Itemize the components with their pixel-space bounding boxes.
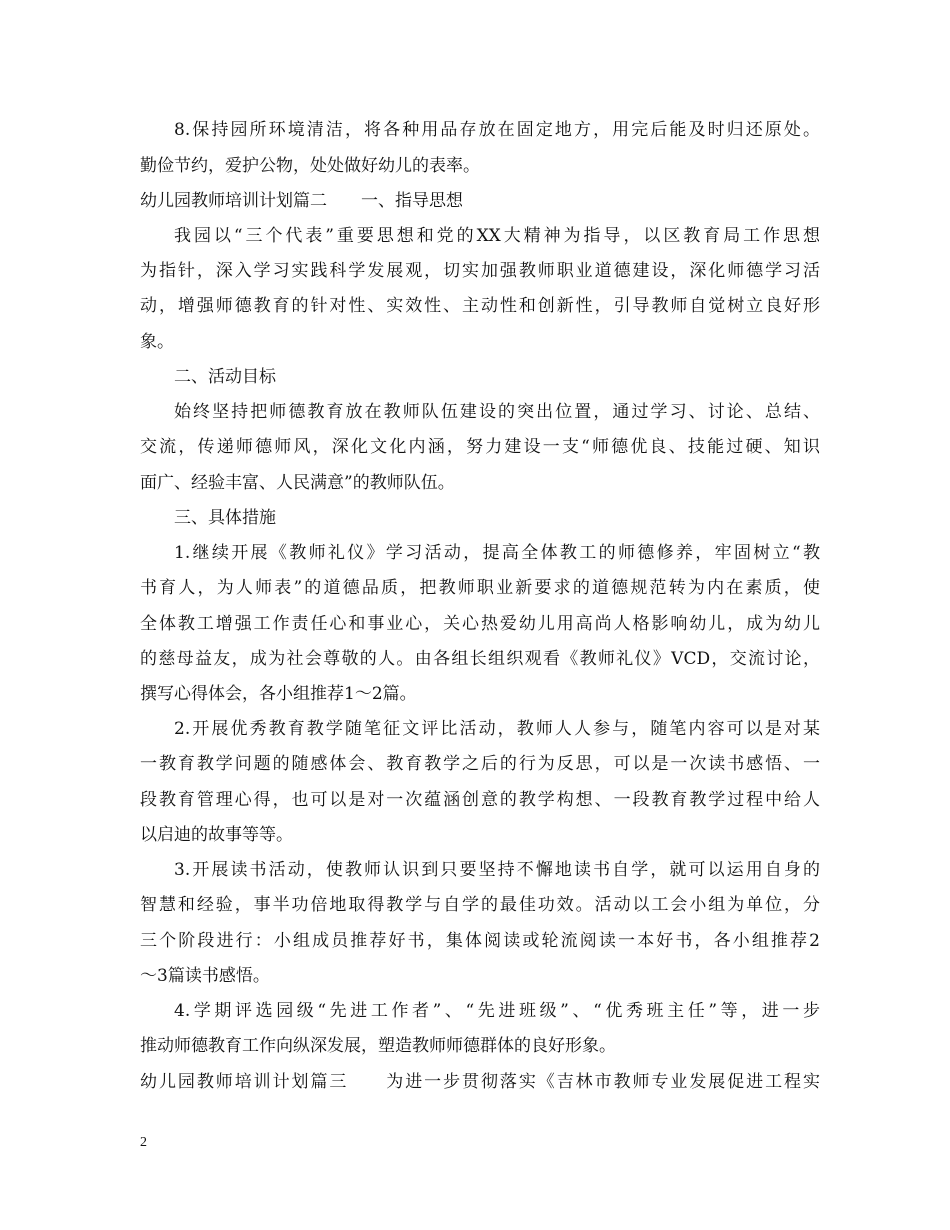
text-line: 4.学期评选园级“先进工作者”、“先进班级”、“优秀班主任”等，进一步 xyxy=(174,1001,820,1021)
text-line: 一教育教学问题的随感体会、教育教学之后的行为反思，可以是一次读书感悟、一 xyxy=(140,754,820,774)
page-number: 2 xyxy=(140,1135,147,1150)
text-line: 智慧和经验，事半功倍地取得教学与自学的最佳功效。活动以工会小组为单位，分 xyxy=(140,895,820,915)
text-line: 始终坚持把师德教育放在教师队伍建设的突出位置，通过学习、讨论、总结、 xyxy=(174,402,820,422)
text-line: 以启迪的故事等等。 xyxy=(140,825,293,845)
text-line: 8.保持园所环境清洁，将各种用品存放在固定地方，用完后能及时归还原处。 xyxy=(174,120,820,140)
text-line: 交流，传递师德师风，深化文化内涵，努力建设一支“师德优良、技能过硬、知识 xyxy=(140,437,820,457)
text-line: 段教育管理心得，也可以是对一次蕴涵创意的教学构想、一段教育教学过程中给人 xyxy=(140,790,820,810)
section-heading: 二、活动目标 xyxy=(174,367,276,387)
text-line: 书育人，为人师表”的道德品质，把教师职业新要求的道德规范转为内在素质，使 xyxy=(140,578,820,598)
text-line: 动，增强师德教育的针对性、实效性、主动性和创新性，引导教师自觉树立良好形 xyxy=(140,296,820,316)
text-line: 三个阶段进行：小组成员推荐好书，集体阅读或轮流阅读一本好书，各小组推荐2 xyxy=(140,931,820,951)
text-line: 的慈母益友，成为社会尊敬的人。由各组长组织观看《教师礼仪》VCD，交流讨论， xyxy=(140,649,820,669)
text-line: ～3篇读书感悟。 xyxy=(140,966,270,986)
text-line: 幼儿园教师培训计划篇三 为进一步贯彻落实《吉林市教师专业发展促进工程实 xyxy=(140,1072,820,1092)
text-line: 象。 xyxy=(140,332,174,352)
text-line: 2.开展优秀教育教学随笔征文评比活动，教师人人参与，随笔内容可以是对某 xyxy=(174,719,820,739)
section-heading: 三、具体措施 xyxy=(174,508,276,528)
text-line: 1.继续开展《教师礼仪》学习活动，提高全体教工的师德修养，牢固树立“教 xyxy=(174,543,820,563)
text-line: 全体教工增强工作责任心和事业心，关心热爱幼儿用高尚人格影响幼儿，成为幼儿 xyxy=(140,614,820,634)
text-line: 撰写心得体会，各小组推荐1～2篇。 xyxy=(140,684,417,704)
text-line: 为指针，深入学习实践科学发展观，切实加强教师职业道德建设，深化师德学习活 xyxy=(140,261,820,281)
text-line: 3.开展读书活动，使教师认识到只要坚持不懈地读书自学，就可以运用自身的 xyxy=(174,860,820,880)
text-line: 面广、经验丰富、人民满意”的教师队伍。 xyxy=(140,473,455,493)
text-line: 推动师德教育工作向纵深发展，塑造教师师德群体的良好形象。 xyxy=(140,1036,616,1056)
text-line: 我园以“三个代表”重要思想和党的XX大精神为指导，以区教育局工作思想 xyxy=(174,226,820,246)
text-line: 勤俭节约，爱护公物，处处做好幼儿的表率。 xyxy=(140,156,480,176)
text-line: 幼儿园教师培训计划篇二 一、指导思想 xyxy=(140,191,463,211)
